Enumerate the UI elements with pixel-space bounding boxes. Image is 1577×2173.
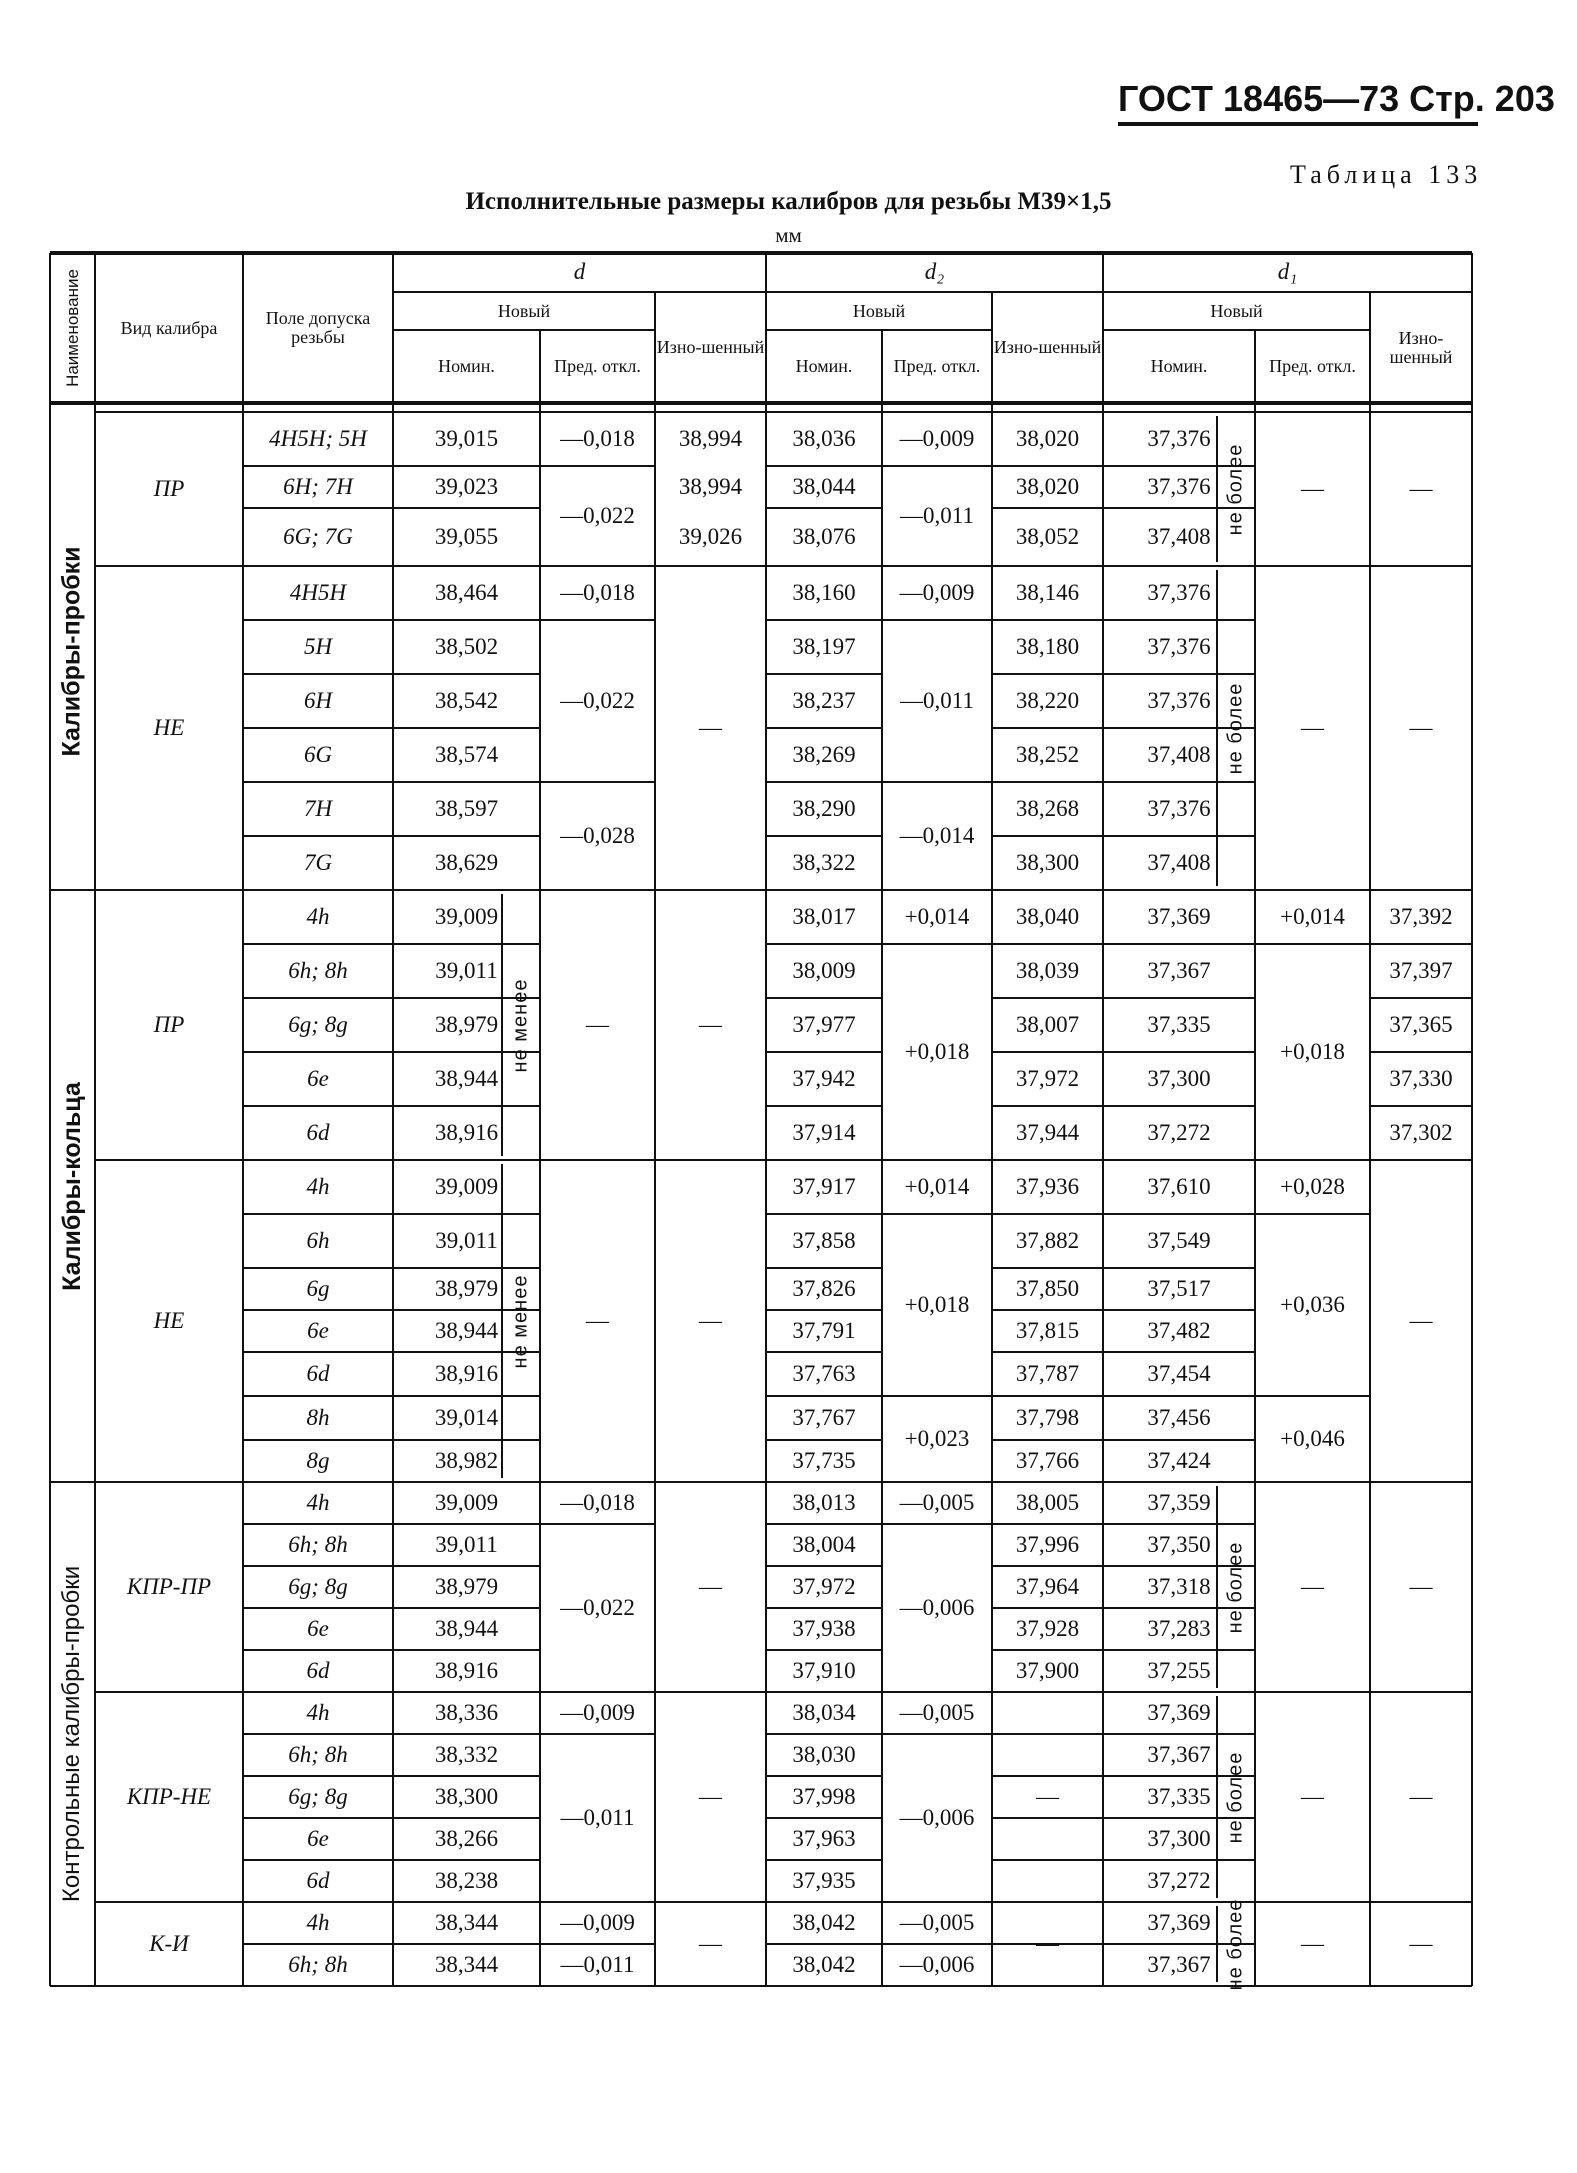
d2-worn-value: 38,020 xyxy=(1015,473,1080,499)
d-nom-value: 38,266 xyxy=(434,1825,499,1851)
dev-value-d2: +0,018 xyxy=(904,1038,970,1064)
d1-nom-value: 37,376 xyxy=(1147,425,1211,451)
d1-worn-value: 37,392 xyxy=(1389,903,1453,929)
field-value: 4H5H; 5H xyxy=(269,425,367,451)
d2-worn-value: 38,300 xyxy=(1015,849,1080,875)
d2-nom-value: 37,826 xyxy=(792,1275,856,1301)
d1-nom-value: 37,359 xyxy=(1147,1489,1211,1515)
header-new-d2: Новый xyxy=(852,300,906,321)
dev-value-d: —0,011 xyxy=(560,1804,635,1830)
field-value: 6e xyxy=(307,1825,329,1851)
d-nom-value: 39,011 xyxy=(435,1531,498,1557)
field-value: 4h xyxy=(306,1909,330,1935)
kind-label-2: ПР xyxy=(153,1011,185,1037)
dev-value-d1: +0,028 xyxy=(1280,1173,1345,1199)
d2-nom-value: 37,942 xyxy=(792,1065,856,1091)
field-value: 7G xyxy=(303,849,333,875)
note-ne-bolee-4: не более xyxy=(1224,1898,1247,1990)
kind-label-3: НЕ xyxy=(153,1307,185,1333)
dash-d1-worn: — xyxy=(1409,1783,1433,1809)
d-nom-value: 38,336 xyxy=(434,1699,499,1725)
d2-nom-value: 38,197 xyxy=(792,633,856,659)
dev-value-d: —0,022 xyxy=(560,502,635,528)
d-nom-value: 38,502 xyxy=(434,633,499,659)
d2-worn-value: 37,928 xyxy=(1015,1615,1080,1641)
d2-worn-value: 38,039 xyxy=(1015,957,1080,983)
d2-nom-value: 37,977 xyxy=(792,1011,856,1037)
d2-nom-value: 38,004 xyxy=(792,1531,856,1557)
dash-d1-worn: — xyxy=(1409,1930,1433,1956)
d1-nom-value: 37,300 xyxy=(1147,1065,1211,1091)
dash-d-dev: — xyxy=(586,1307,609,1333)
d-nom-value: 38,629 xyxy=(434,849,499,875)
d2-nom-value: 38,017 xyxy=(792,903,856,929)
d-nom-value: 39,009 xyxy=(434,1173,499,1199)
d2-nom-value: 38,042 xyxy=(792,1909,856,1935)
dev-value-d1: +0,046 xyxy=(1280,1425,1345,1451)
field-value: 6h xyxy=(306,1227,330,1253)
dash-d-dev: — xyxy=(586,1011,609,1037)
group-label-1: Калибры-кольца xyxy=(58,1081,87,1291)
field-value: 6d xyxy=(306,1360,330,1386)
field-value: 8h xyxy=(306,1404,330,1430)
header-dev-d: Пред. откл. xyxy=(554,356,641,377)
d2-nom-value: 38,322 xyxy=(792,849,856,875)
kind-label-0: ПР xyxy=(153,475,185,501)
header-nom-d: Номин. xyxy=(438,356,495,377)
group-label-0: Калибры-пробки xyxy=(58,545,87,757)
d-nom-value: 38,979 xyxy=(434,1573,499,1599)
d1-nom-value: 37,367 xyxy=(1147,1951,1211,1977)
d2-nom-value: 38,034 xyxy=(792,1699,856,1725)
dash-d-worn: — xyxy=(699,1783,722,1809)
dev-value-d2: +0,014 xyxy=(904,903,970,929)
d2-nom-value: 38,076 xyxy=(792,523,856,549)
d2-worn-value: 37,850 xyxy=(1015,1275,1080,1301)
d1-nom-value: 37,376 xyxy=(1147,633,1211,659)
note-ne-bolee-1: не более xyxy=(1224,682,1247,774)
field-value: 6h; 8h xyxy=(288,957,348,983)
field-value: 6g; 8g xyxy=(288,1783,348,1809)
field-value: 6d xyxy=(306,1867,330,1893)
d1-nom-value: 37,369 xyxy=(1147,903,1211,929)
d2-worn-value: 37,798 xyxy=(1015,1404,1080,1430)
field-value: 6h; 8h xyxy=(288,1741,348,1767)
d2-nom-value: 37,998 xyxy=(792,1783,856,1809)
d2-worn-value: 37,936 xyxy=(1015,1173,1080,1199)
d1-nom-value: 37,424 xyxy=(1147,1447,1211,1473)
kind-label-6: К-И xyxy=(149,1930,189,1956)
dash-d1-dev: — xyxy=(1301,475,1324,501)
field-value: 4H5H xyxy=(289,579,347,605)
d1-nom-value: 37,376 xyxy=(1147,473,1211,499)
dash-d-worn: — xyxy=(699,714,722,740)
d-nom-value: 38,979 xyxy=(434,1011,499,1037)
dash-d2-worn: — xyxy=(1036,1783,1059,1809)
field-value: 7H xyxy=(303,795,333,821)
header-d1: d₁ xyxy=(1277,259,1298,285)
d2-worn-value: 37,944 xyxy=(1015,1119,1080,1145)
field-value: 6e xyxy=(307,1615,329,1641)
d-worn-value: 39,026 xyxy=(678,523,743,549)
header-d: d xyxy=(573,259,586,285)
d2-nom-value: 38,290 xyxy=(792,795,856,821)
d2-worn-value: 38,268 xyxy=(1015,795,1080,821)
d2-worn-value: 38,005 xyxy=(1015,1489,1080,1515)
d2-worn-value: 37,882 xyxy=(1015,1227,1080,1253)
d-nom-value: 39,011 xyxy=(435,957,498,983)
header-worn-d: Изно-шенный xyxy=(656,337,765,358)
dash-d-worn: — xyxy=(699,1930,722,1956)
d2-nom-value: 37,914 xyxy=(792,1119,856,1145)
d2-nom-value: 38,030 xyxy=(792,1741,856,1767)
d-nom-value: 38,597 xyxy=(434,795,499,821)
dev-value-d2: —0,005 xyxy=(899,1489,975,1515)
d2-worn-value: 37,900 xyxy=(1015,1657,1080,1683)
d2-nom-value: 37,791 xyxy=(792,1317,856,1343)
header-new-d1: Новый xyxy=(1210,300,1263,321)
dev-value-d2: —0,011 xyxy=(900,502,974,528)
d1-nom-value: 37,335 xyxy=(1147,1783,1211,1809)
note-ne-bolee-0: не более xyxy=(1224,443,1247,535)
dev-value-d2: —0,009 xyxy=(899,579,975,605)
d1-nom-value: 37,369 xyxy=(1147,1699,1211,1725)
d1-nom-value: 37,272 xyxy=(1147,1119,1211,1145)
field-value: 6G xyxy=(303,741,333,767)
dev-value-d1: +0,018 xyxy=(1280,1038,1345,1064)
d2-nom-value: 38,160 xyxy=(792,579,856,605)
d1-nom-value: 37,454 xyxy=(1147,1360,1211,1386)
dev-value-d2: +0,018 xyxy=(904,1291,970,1317)
kind-label-4: КПР-ПР xyxy=(126,1573,212,1599)
field-value: 6g xyxy=(306,1275,330,1301)
d2-nom-value: 37,963 xyxy=(792,1825,856,1851)
d-nom-value: 38,916 xyxy=(434,1657,499,1683)
dash-d-worn: — xyxy=(699,1011,722,1037)
d-nom-value: 39,009 xyxy=(434,1489,499,1515)
d1-nom-value: 37,376 xyxy=(1147,579,1211,605)
d2-nom-value: 38,237 xyxy=(792,687,856,713)
d2-worn-value: 38,146 xyxy=(1015,579,1080,605)
d1-nom-value: 37,408 xyxy=(1147,741,1211,767)
field-value: 6e xyxy=(307,1317,329,1343)
table-unit: мм xyxy=(775,223,802,247)
dash-d1-worn: — xyxy=(1409,714,1433,740)
d2-nom-value: 37,767 xyxy=(792,1404,856,1430)
d2-nom-value: 37,935 xyxy=(792,1867,856,1893)
d1-nom-value: 37,517 xyxy=(1147,1275,1211,1301)
field-value: 6G; 7G xyxy=(283,523,353,549)
d-nom-value: 38,300 xyxy=(434,1783,499,1809)
note-ne-bolee-3: не более xyxy=(1224,1751,1247,1843)
d2-nom-value: 37,858 xyxy=(792,1227,856,1253)
note-ne-menee-0: не менее xyxy=(509,978,532,1072)
dev-value-d2: —0,005 xyxy=(899,1699,975,1725)
d2-worn-value: 38,220 xyxy=(1015,687,1080,713)
header-nom-d1: Номин. xyxy=(1150,356,1208,377)
d2-worn-value: 38,020 xyxy=(1015,425,1080,451)
field-value: 6g; 8g xyxy=(288,1573,348,1599)
page-header: ГОСТ 18465—73 Стр. 203 xyxy=(1118,78,1478,126)
d-nom-value: 38,344 xyxy=(434,1909,499,1935)
table-title: Исполнительные размеры калибров для резьбы М39×1,5 xyxy=(465,188,1112,215)
d2-nom-value: 37,972 xyxy=(792,1573,856,1599)
d2-worn-value: 37,972 xyxy=(1015,1065,1080,1091)
d1-nom-value: 37,549 xyxy=(1147,1227,1211,1253)
header-kind: Вид калибра xyxy=(120,317,218,338)
d2-worn-value: 38,252 xyxy=(1015,741,1080,767)
d1-nom-value: 37,367 xyxy=(1147,1741,1211,1767)
field-value: 6g; 8g xyxy=(288,1011,348,1037)
d2-nom-value: 38,013 xyxy=(792,1489,856,1515)
group-label-2: Контрольные калибры-пробки xyxy=(58,1565,86,1903)
d-nom-value: 39,015 xyxy=(434,425,499,451)
d-nom-value: 39,009 xyxy=(434,903,499,929)
kind-label-5: КПР-НЕ xyxy=(126,1783,212,1809)
field-value: 4h xyxy=(306,1489,330,1515)
field-value: 6h; 8h xyxy=(288,1951,348,1977)
d2-worn-value: 38,007 xyxy=(1015,1011,1080,1037)
d-nom-value: 38,916 xyxy=(434,1119,499,1145)
dev-value-d2: —0,006 xyxy=(899,1951,975,1977)
note-ne-menee-1: не менее xyxy=(509,1274,532,1368)
header-worn-d1: Изно-шенный xyxy=(1389,327,1453,367)
note-ne-bolee-2: не более xyxy=(1224,1541,1247,1633)
field-value: 4h xyxy=(306,903,330,929)
d2-nom-value: 37,910 xyxy=(792,1657,856,1683)
d2-worn-value: 37,766 xyxy=(1015,1447,1080,1473)
dev-value-d: —0,018 xyxy=(560,579,635,605)
d2-nom-value: 38,044 xyxy=(792,473,856,499)
dev-value-d2: +0,014 xyxy=(904,1173,970,1199)
dash-d-worn: — xyxy=(699,1573,722,1599)
d-nom-value: 38,238 xyxy=(434,1867,499,1893)
dev-value-d: —0,011 xyxy=(560,1951,635,1977)
dash-d1-dev: — xyxy=(1301,1930,1324,1956)
field-value: 6H; 7H xyxy=(283,473,353,499)
dev-value-d2: —0,005 xyxy=(899,1909,975,1935)
dash-d1-worn: — xyxy=(1409,1307,1433,1333)
d1-worn-value: 37,302 xyxy=(1389,1119,1453,1145)
dash-d-worn: — xyxy=(699,1307,722,1333)
d2-worn-value: 37,787 xyxy=(1015,1360,1080,1386)
field-value: 8g xyxy=(306,1447,330,1473)
d2-worn-value: 37,964 xyxy=(1015,1573,1080,1599)
dev-value-d: —0,018 xyxy=(560,425,635,451)
field-value: 6H xyxy=(303,687,333,713)
d-nom-value: 39,055 xyxy=(434,523,499,549)
d1-nom-value: 37,456 xyxy=(1147,1404,1211,1430)
d2-nom-value: 37,735 xyxy=(792,1447,856,1473)
d-nom-value: 38,944 xyxy=(434,1065,499,1091)
d2-worn-value: 38,052 xyxy=(1015,523,1080,549)
d1-nom-value: 37,482 xyxy=(1147,1317,1211,1343)
kind-label-1: НЕ xyxy=(153,714,185,740)
dev-value-d2: —0,006 xyxy=(899,1594,975,1620)
d2-nom-value: 37,917 xyxy=(792,1173,856,1199)
d2-nom-value: 38,036 xyxy=(792,425,856,451)
dev-value-d2: +0,023 xyxy=(904,1425,970,1451)
header-name: Наименование xyxy=(62,269,82,387)
dev-value-d: —0,028 xyxy=(560,822,635,848)
field-value: 6h; 8h xyxy=(288,1531,348,1557)
d-nom-value: 39,023 xyxy=(434,473,499,499)
field-value: 6e xyxy=(307,1065,329,1091)
dash-d1-worn: — xyxy=(1409,475,1433,501)
dash-d1-worn: — xyxy=(1409,1573,1433,1599)
dev-value-d2: —0,006 xyxy=(899,1804,975,1830)
d2-worn-value: 38,040 xyxy=(1015,903,1080,929)
d-worn-value: 38,994 xyxy=(678,473,743,499)
d-worn-value: 38,994 xyxy=(678,425,743,451)
header-nom-d2: Номин. xyxy=(795,356,853,377)
d-nom-value: 38,944 xyxy=(434,1615,499,1641)
d2-worn-value: 37,996 xyxy=(1015,1531,1080,1557)
d1-nom-value: 37,272 xyxy=(1147,1867,1211,1893)
dash-d2-worn: — xyxy=(1036,1930,1059,1956)
dev-value-d: —0,009 xyxy=(560,1909,635,1935)
dev-value-d2: —0,014 xyxy=(899,822,975,848)
d2-nom-value: 38,009 xyxy=(792,957,856,983)
d1-worn-value: 37,365 xyxy=(1389,1011,1453,1037)
field-value: 5H xyxy=(303,633,333,659)
d-nom-value: 38,982 xyxy=(434,1447,499,1473)
header-dev-d2: Пред. откл. xyxy=(893,356,981,377)
table-number: Таблица 133 xyxy=(1290,160,1483,189)
d2-nom-value: 37,938 xyxy=(792,1615,856,1641)
header-dev-d1: Пред. откл. xyxy=(1269,356,1356,377)
d-nom-value: 38,979 xyxy=(434,1275,499,1301)
d-nom-value: 38,332 xyxy=(434,1741,499,1767)
field-value: 4h xyxy=(306,1173,330,1199)
d1-nom-value: 37,408 xyxy=(1147,849,1211,875)
d-nom-value: 39,011 xyxy=(435,1227,498,1253)
dash-d1-dev: — xyxy=(1301,714,1324,740)
d-nom-value: 38,344 xyxy=(434,1951,499,1977)
d1-nom-value: 37,300 xyxy=(1147,1825,1211,1851)
d1-nom-value: 37,408 xyxy=(1147,523,1211,549)
d1-nom-value: 37,283 xyxy=(1147,1615,1211,1641)
d2-nom-value: 38,042 xyxy=(792,1951,856,1977)
field-value: 6d xyxy=(306,1657,330,1683)
dev-value-d2: —0,011 xyxy=(900,687,974,713)
header-field: Поле допуска резьбы xyxy=(265,308,371,347)
dev-value-d1: +0,014 xyxy=(1280,903,1345,929)
dev-value-d1: +0,036 xyxy=(1280,1291,1345,1317)
d2-nom-value: 38,269 xyxy=(792,741,856,767)
dash-d1-dev: — xyxy=(1301,1573,1324,1599)
d-nom-value: 38,944 xyxy=(434,1317,499,1343)
d1-nom-value: 37,376 xyxy=(1147,795,1211,821)
d2-nom-value: 37,763 xyxy=(792,1360,856,1386)
field-value: 6d xyxy=(306,1119,330,1145)
dash-d1-dev: — xyxy=(1301,1783,1324,1809)
d-nom-value: 38,542 xyxy=(434,687,499,713)
header-new-d: Новый xyxy=(497,300,551,321)
d1-nom-value: 37,369 xyxy=(1147,1909,1211,1935)
d1-nom-value: 37,350 xyxy=(1147,1531,1211,1557)
d-nom-value: 39,014 xyxy=(434,1404,499,1430)
dev-value-d2: —0,009 xyxy=(899,425,975,451)
d1-nom-value: 37,367 xyxy=(1147,957,1211,983)
d-nom-value: 38,464 xyxy=(434,579,499,605)
d2-worn-value: 37,815 xyxy=(1015,1317,1080,1343)
d2-worn-value: 38,180 xyxy=(1015,633,1080,659)
d1-nom-value: 37,318 xyxy=(1147,1573,1211,1599)
header-d2: d₂ xyxy=(924,259,945,285)
d-nom-value: 38,574 xyxy=(434,741,499,767)
d1-worn-value: 37,397 xyxy=(1389,957,1453,983)
header-worn-d2: Изно-шенный xyxy=(993,337,1102,358)
dev-value-d: —0,018 xyxy=(560,1489,635,1515)
field-value: 4h xyxy=(306,1699,330,1725)
dev-value-d: —0,022 xyxy=(560,687,635,713)
d1-nom-value: 37,335 xyxy=(1147,1011,1211,1037)
dev-value-d: —0,009 xyxy=(560,1699,635,1725)
d1-nom-value: 37,255 xyxy=(1147,1657,1211,1683)
d1-worn-value: 37,330 xyxy=(1389,1065,1453,1091)
d1-nom-value: 37,610 xyxy=(1147,1173,1211,1199)
d1-nom-value: 37,376 xyxy=(1147,687,1211,713)
dev-value-d: —0,022 xyxy=(560,1594,635,1620)
d-nom-value: 38,916 xyxy=(434,1360,499,1386)
